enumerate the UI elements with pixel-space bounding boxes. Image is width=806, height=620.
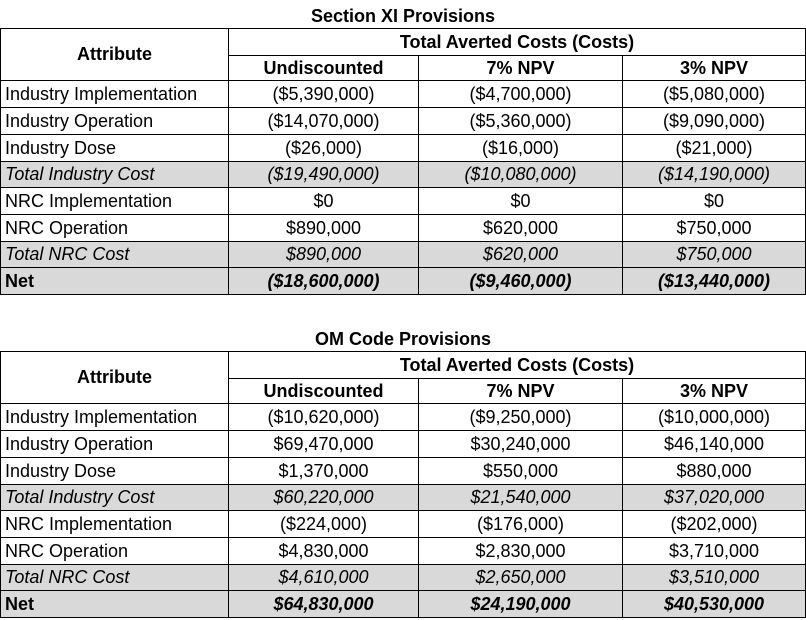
row-label: Total Industry Cost: [1, 162, 229, 188]
header-row: [1, 352, 806, 379]
table-cell: ($26,000): [229, 135, 419, 162]
table-cell: ($4,700,000): [419, 81, 623, 108]
table-cell: ($14,070,000): [229, 108, 419, 135]
row-label: Total NRC Cost: [1, 565, 229, 591]
net-row: [1, 268, 806, 295]
total-row: [1, 242, 806, 268]
table-cell: ($10,080,000): [419, 162, 623, 188]
row-label: NRC Operation: [1, 215, 229, 242]
table-cell: $69,470,000: [229, 431, 419, 458]
table-cell: $890,000: [229, 215, 419, 242]
table-cell: $30,240,000: [419, 431, 623, 458]
table-cell: $4,830,000: [229, 538, 419, 565]
column-header: 3% NPV: [623, 379, 806, 404]
table-cell: ($176,000): [419, 511, 623, 538]
section-xi-table-block: [0, 2, 806, 295]
table-cell: $890,000: [229, 242, 419, 268]
group-header: Total Averted Costs (Costs): [229, 29, 806, 56]
net-row: [1, 591, 806, 618]
table-cell: $1,370,000: [229, 458, 419, 485]
row-label: Industry Implementation: [1, 81, 229, 108]
table-cell: ($13,440,000): [623, 268, 806, 295]
table-cell: ($16,000): [419, 135, 623, 162]
total-row: [1, 162, 806, 188]
table-cell: $880,000: [623, 458, 806, 485]
column-header: Undiscounted: [229, 56, 419, 81]
table-cell: ($10,000,000): [623, 404, 806, 431]
table-row: [1, 458, 806, 485]
table-cell: $750,000: [623, 242, 806, 268]
row-label: Industry Implementation: [1, 404, 229, 431]
total-row: [1, 485, 806, 511]
table-cell: $46,140,000: [623, 431, 806, 458]
table-row: [1, 135, 806, 162]
table-cell: ($10,620,000): [229, 404, 419, 431]
table-cell: $2,830,000: [419, 538, 623, 565]
table-cell: $0: [623, 188, 806, 215]
table-row: [1, 431, 806, 458]
table-cell: $60,220,000: [229, 485, 419, 511]
table-row: [1, 404, 806, 431]
table-cell: $3,510,000: [623, 565, 806, 591]
table-cell: $64,830,000: [229, 591, 419, 618]
table-cell: $21,540,000: [419, 485, 623, 511]
table-cell: ($5,360,000): [419, 108, 623, 135]
attribute-header: Attribute: [1, 29, 229, 81]
row-label: Industry Operation: [1, 431, 229, 458]
group-header: Total Averted Costs (Costs): [229, 352, 806, 379]
column-header: 7% NPV: [419, 379, 623, 404]
row-label: Net: [1, 591, 229, 618]
row-label: Total NRC Cost: [1, 242, 229, 268]
table-cell: $40,530,000: [623, 591, 806, 618]
table-cell: $3,710,000: [623, 538, 806, 565]
table-title: OM Code Provisions: [314, 329, 492, 349]
table-cell: $550,000: [419, 458, 623, 485]
table-cell: $620,000: [419, 215, 623, 242]
table-cell: $750,000: [623, 215, 806, 242]
row-label: NRC Implementation: [1, 511, 229, 538]
table-cell: ($5,390,000): [229, 81, 419, 108]
row-label: Industry Dose: [1, 458, 229, 485]
row-label: Industry Dose: [1, 135, 229, 162]
table-cell: $4,610,000: [229, 565, 419, 591]
table-row: [1, 188, 806, 215]
row-label: Total Industry Cost: [1, 485, 229, 511]
table-cell: ($9,460,000): [419, 268, 623, 295]
table-cell: ($5,080,000): [623, 81, 806, 108]
row-label: NRC Operation: [1, 538, 229, 565]
table-cell: $620,000: [419, 242, 623, 268]
om-code-table-block: [0, 325, 806, 618]
table-cell: ($202,000): [623, 511, 806, 538]
header-row: [1, 29, 806, 56]
table-cell: ($9,250,000): [419, 404, 623, 431]
column-header: 7% NPV: [419, 56, 623, 81]
column-header: Undiscounted: [229, 379, 419, 404]
table-cell: ($19,490,000): [229, 162, 419, 188]
row-label: Industry Operation: [1, 108, 229, 135]
table-cell: $24,190,000: [419, 591, 623, 618]
table-row: [1, 511, 806, 538]
table-cell: ($224,000): [229, 511, 419, 538]
column-header: 3% NPV: [623, 56, 806, 81]
section-xi-table: [0, 28, 806, 295]
row-label: Net: [1, 268, 229, 295]
table-cell: ($9,090,000): [623, 108, 806, 135]
table-row: [1, 81, 806, 108]
table-cell: $37,020,000: [623, 485, 806, 511]
table-cell: ($18,600,000): [229, 268, 419, 295]
table-row: [1, 215, 806, 242]
table-cell: $2,650,000: [419, 565, 623, 591]
table-cell: $0: [229, 188, 419, 215]
table-cell: $0: [419, 188, 623, 215]
table-cell: ($21,000): [623, 135, 806, 162]
row-label: NRC Implementation: [1, 188, 229, 215]
attribute-header: Attribute: [1, 352, 229, 404]
table-title: Section XI Provisions: [310, 6, 496, 26]
table-row: [1, 108, 806, 135]
table-row: [1, 538, 806, 565]
om-code-table: [0, 351, 806, 618]
table-cell: ($14,190,000): [623, 162, 806, 188]
total-row: [1, 565, 806, 591]
